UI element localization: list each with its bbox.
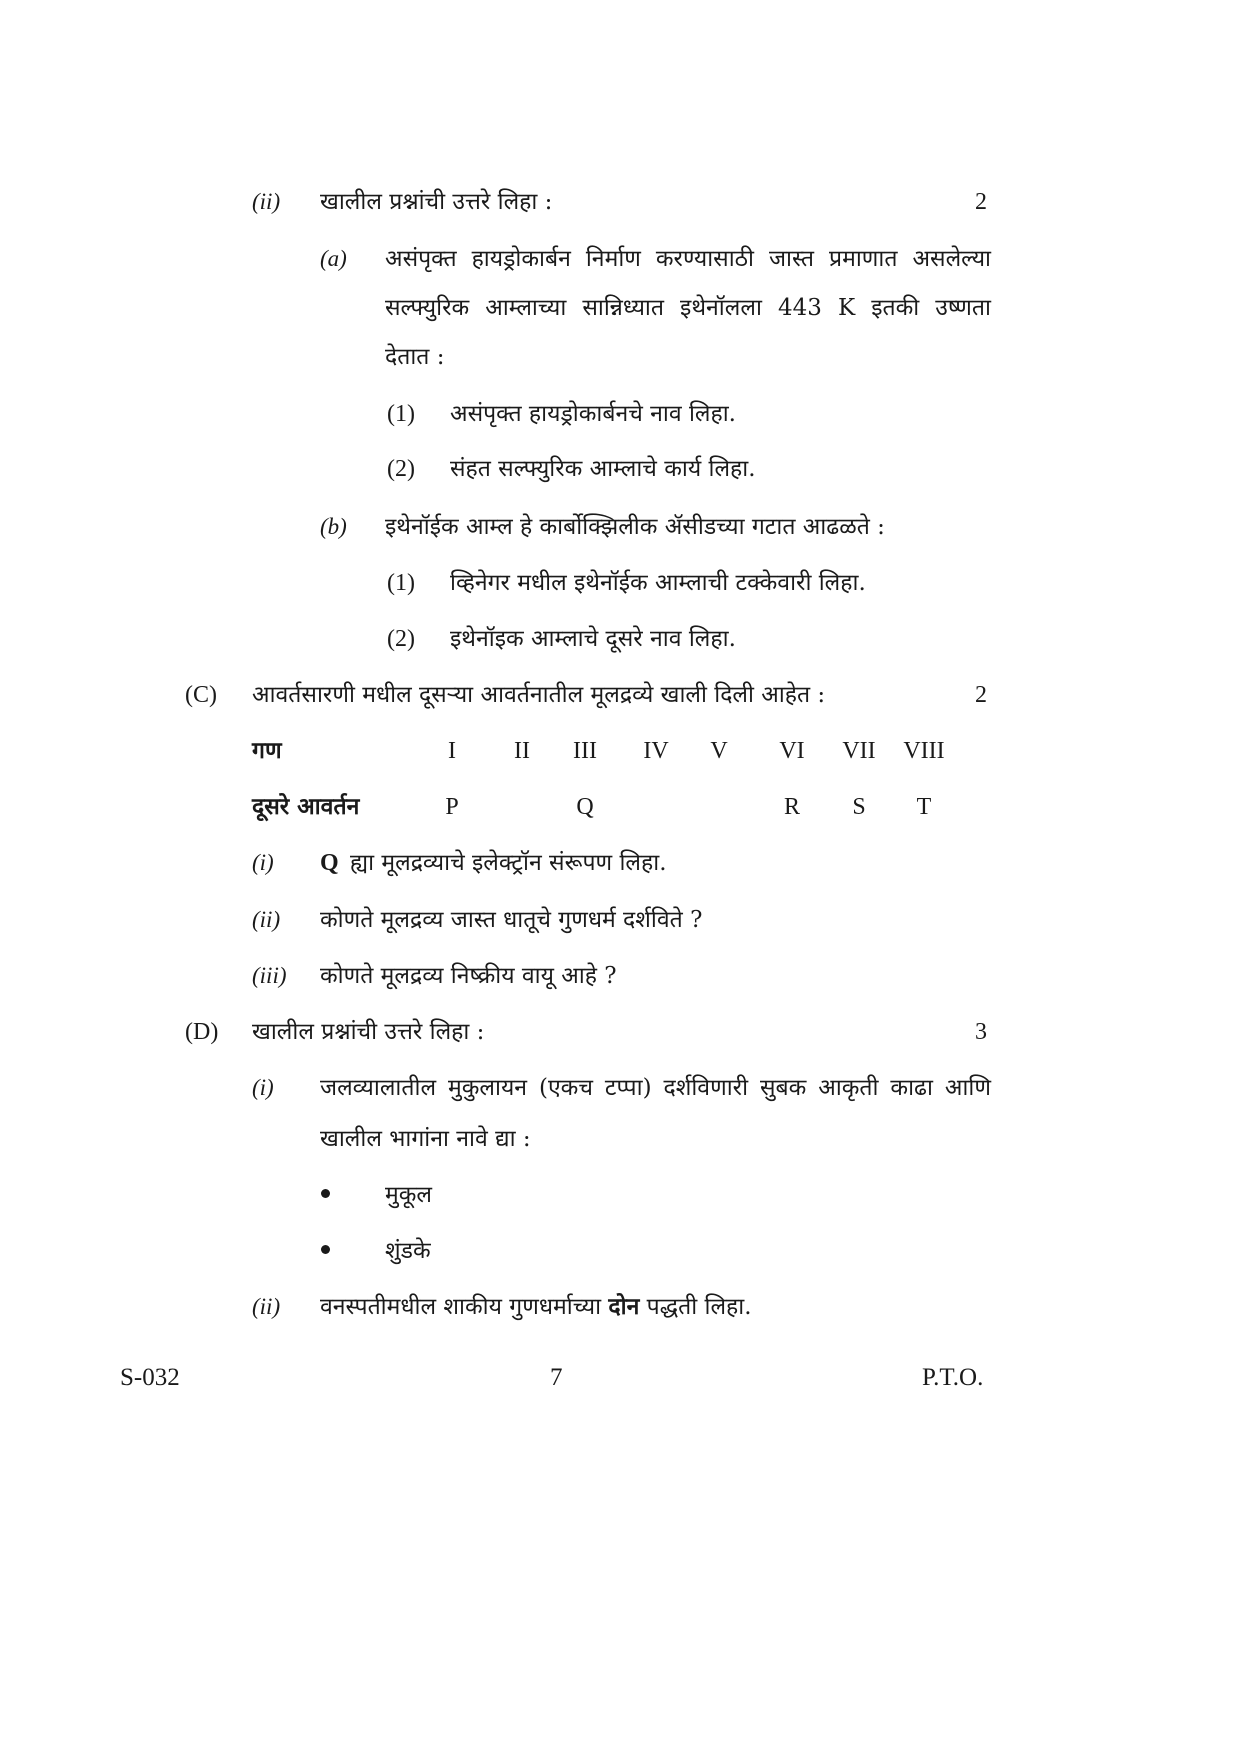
marks: 2	[975, 682, 987, 708]
item-text: संहत सल्फ्युरिक आम्लाचे कार्य लिहा.	[450, 456, 756, 482]
table-element: Q	[576, 794, 594, 820]
subquestion-label: (i)	[252, 850, 274, 875]
table-group-header: IV	[643, 738, 669, 764]
pto-note: P.T.O.	[922, 1364, 984, 1391]
table-group-header: VII	[842, 738, 876, 764]
question-text: आवर्तसारणी मधील दूसऱ्या आवर्तनातील मूलद्रव्ये खाली दिली आहेत :	[252, 682, 826, 708]
subquestion-line: खालील भागांना नावे द्या :	[320, 1126, 531, 1152]
page-number: 7	[550, 1364, 563, 1391]
subquestion-line: देतात :	[385, 344, 445, 370]
emphasis-text: दोन	[608, 1293, 640, 1320]
subquestion-text-part: पद्धती लिहा.	[646, 1294, 752, 1320]
question-label: (C)	[185, 682, 217, 708]
subquestion-label: (i)	[252, 1075, 274, 1100]
subquestion-line: सल्फ्युरिक आम्लाच्या सान्निध्यात इथेनॉलला 443 K इतकी उष्णता	[385, 295, 991, 321]
table-group-header: III	[573, 738, 597, 764]
item-label: (1)	[387, 570, 415, 596]
table-period-label: दूसरे आवर्तन	[252, 793, 360, 820]
subquestion-text: इथेनॉईक आम्ल हे कार्बोक्झिलीक ॲसीडच्या गटात आढळते :	[385, 514, 885, 540]
subquestion-text: कोणते मूलद्रव्य जास्त धातूचे गुणधर्म दर्शविते ?	[320, 907, 703, 933]
bullet-icon	[321, 1189, 330, 1198]
table-group-header: VIII	[903, 738, 945, 764]
question-label: (ii)	[252, 189, 281, 214]
bullet-item: शुंडके	[385, 1238, 431, 1264]
table-group-header: II	[514, 738, 530, 764]
paper-code: S-032	[120, 1364, 180, 1391]
subquestion-label: (b)	[320, 514, 347, 539]
item-text: असंपृक्त हायड्रोकार्बनचे नाव लिहा.	[450, 401, 736, 427]
table-group-label: गण	[252, 737, 282, 764]
marks: 2	[975, 189, 987, 215]
subquestion-text: ह्या मूलद्रव्याचे इलेक्ट्रॉन संरूपण लिहा.	[350, 850, 667, 876]
table-element: R	[783, 794, 800, 820]
table-element: S	[852, 794, 866, 820]
subquestion-label: (a)	[320, 246, 347, 271]
subquestion-text-part: वनस्पतीमधील शाकीय गुणधर्माच्या	[320, 1294, 602, 1320]
question-text: खालील प्रश्नांची उत्तरे लिहा :	[320, 189, 553, 215]
subquestion-line: जलव्यालातील मुकुलायन (एकच टप्पा) दर्शविणारी सुबक आकृती काढा आणि	[320, 1075, 991, 1101]
subquestion-line: असंपृक्त हायड्रोकार्बन निर्माण करण्यासाठी जास्त प्रमाणात असलेल्या	[385, 246, 991, 272]
question-text: खालील प्रश्नांची उत्तरे लिहा :	[252, 1019, 485, 1045]
marks: 3	[975, 1019, 987, 1045]
item-text: इथेनॉइक आम्लाचे दूसरे नाव लिहा.	[450, 626, 736, 652]
subquestion-text	[320, 1292, 752, 1322]
item-label: (2)	[387, 456, 415, 482]
subquestion-label: (iii)	[252, 963, 287, 988]
item-text: व्हिनेगर मधील इथेनॉईक आम्लाची टक्केवारी लिहा.	[450, 570, 866, 596]
table-group-header: I	[448, 738, 456, 764]
bullet-item: मुकूल	[385, 1182, 433, 1208]
question-label: (D)	[185, 1019, 219, 1045]
subquestion-label: (ii)	[252, 1294, 281, 1319]
table-group-header: VI	[779, 738, 805, 764]
table-element: P	[445, 794, 459, 820]
item-label: (2)	[387, 626, 415, 652]
bullet-icon	[321, 1245, 330, 1254]
table-element: T	[916, 794, 932, 820]
subquestion-text: कोणते मूलद्रव्य निष्क्रीय वायू आहे ?	[320, 963, 617, 989]
item-label: (1)	[387, 401, 415, 427]
element-symbol: Q	[320, 850, 339, 876]
table-group-header: V	[710, 738, 728, 764]
subquestion-label: (ii)	[252, 907, 281, 932]
